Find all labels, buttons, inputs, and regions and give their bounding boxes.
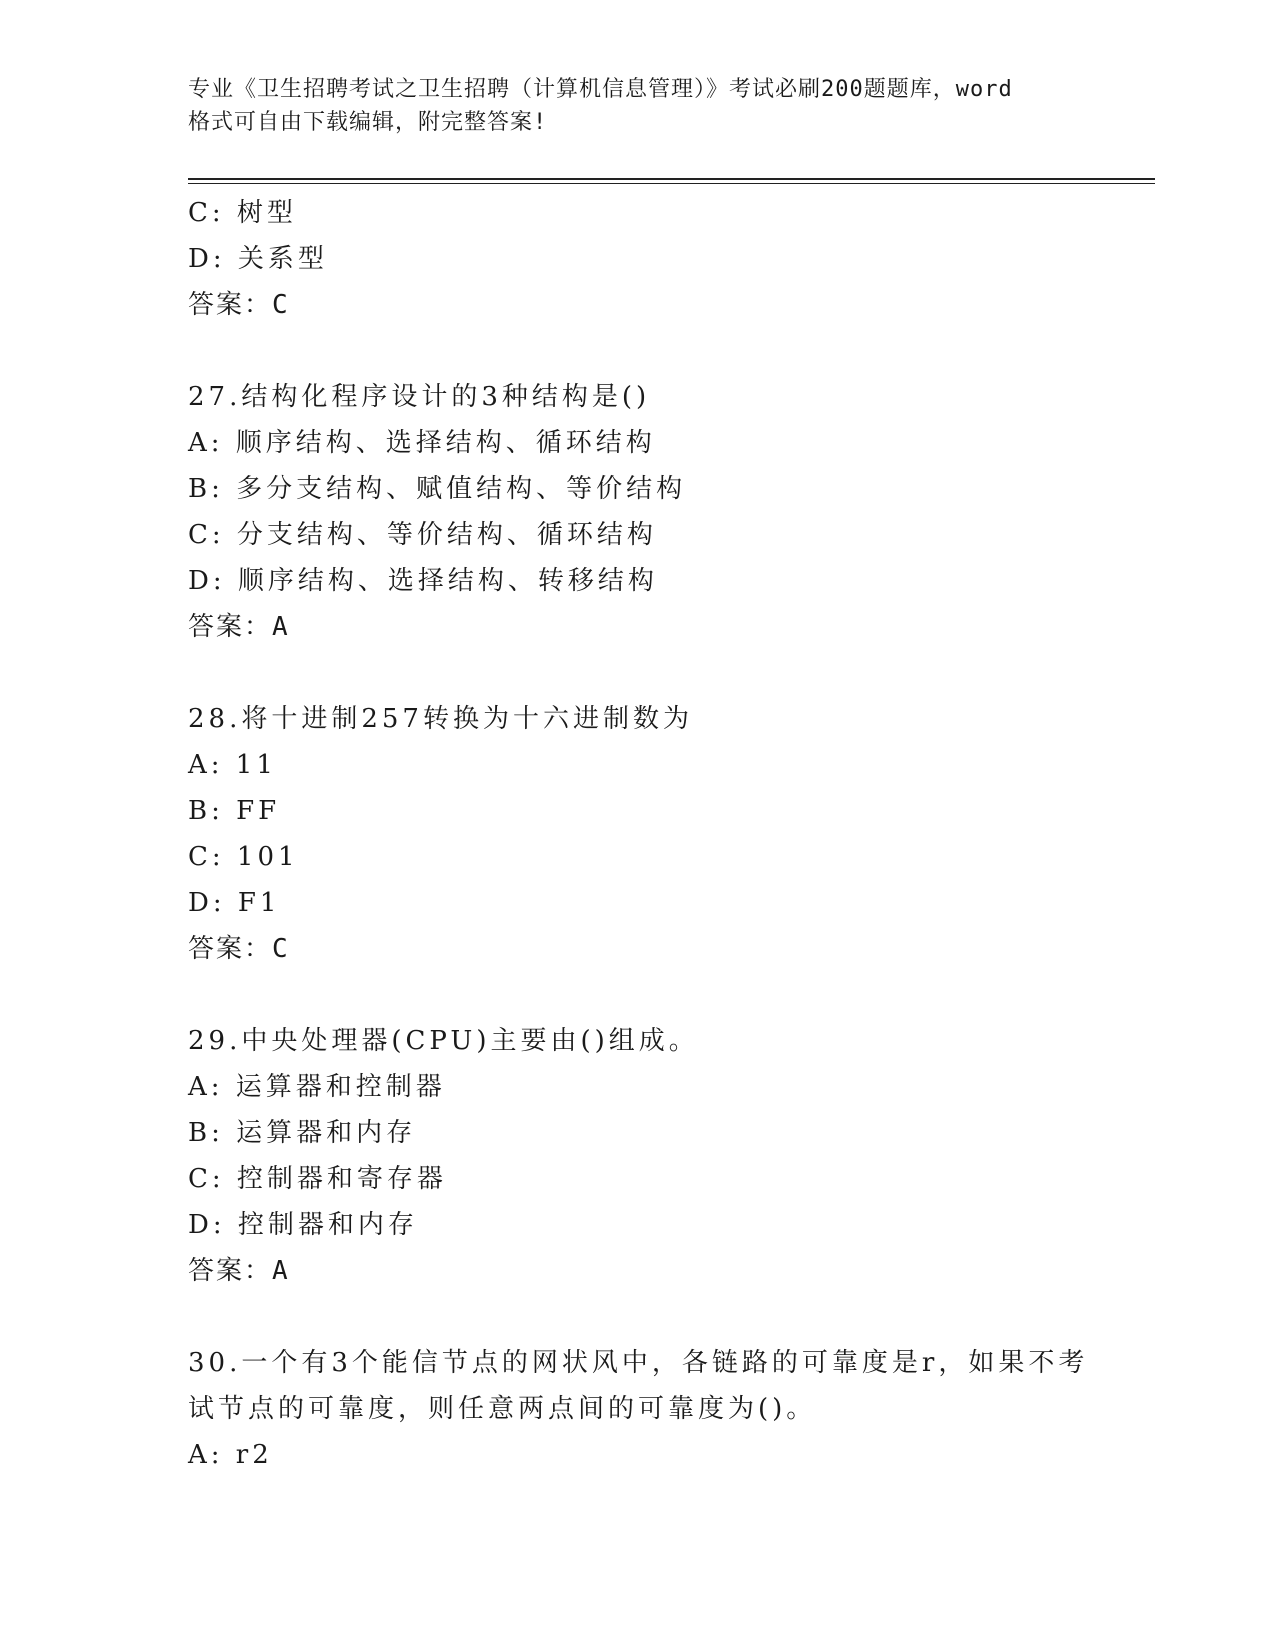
answer-line: 答案：C — [188, 290, 290, 320]
option-d: D: 顺序结构、选择结构、转移结构 — [188, 566, 658, 596]
option-a: A: r2 — [188, 1440, 273, 1470]
option-d: D: F1 — [188, 888, 281, 918]
option-c: C: 101 — [188, 842, 299, 872]
question-stem: 27.结构化程序设计的3种结构是() — [188, 382, 651, 412]
option-b: B: 运算器和内存 — [188, 1118, 417, 1148]
question-stem: 29.中央处理器(CPU)主要由()组成。 — [188, 1026, 699, 1056]
option-d: D: 控制器和内存 — [188, 1210, 418, 1240]
question-fragment — [188, 190, 1088, 328]
question-stem: 28.将十进制257转换为十六进制数为 — [188, 704, 693, 734]
question-28 — [188, 696, 1088, 972]
question-stem-line-2: 试节点的可靠度，则任意两点间的可靠度为()。 — [188, 1394, 817, 1424]
option-c: C: 控制器和寄存器 — [188, 1164, 447, 1194]
header-divider-thin — [188, 183, 1155, 184]
header-line-2: 格式可自由下载编辑，附完整答案! — [188, 110, 548, 135]
spacer — [188, 972, 1088, 1018]
option-d: D: 关系型 — [188, 244, 328, 274]
option-b: B: FF — [188, 796, 281, 826]
spacer — [188, 650, 1088, 696]
question-list — [188, 190, 1088, 1478]
header-line-1: 专业《卫生招聘考试之卫生招聘（计算机信息管理）》考试必刷200题题库，word — [188, 77, 1013, 102]
option-a: A: 运算器和控制器 — [188, 1072, 446, 1102]
answer-line: 答案：C — [188, 934, 290, 964]
spacer — [188, 1294, 1088, 1340]
option-a: A: 顺序结构、选择结构、循环结构 — [188, 428, 656, 458]
question-30 — [188, 1340, 1088, 1478]
header-divider-thick — [188, 178, 1155, 180]
option-a: A: 11 — [188, 750, 277, 780]
question-stem-line-1: 30.一个有3个能信节点的网状风中，各链路的可靠度是r，如果不考 — [188, 1348, 1089, 1378]
option-c: C: 树型 — [188, 198, 297, 228]
spacer — [188, 328, 1088, 374]
option-b: B: 多分支结构、赋值结构、等价结构 — [188, 474, 687, 504]
document-header — [188, 73, 1088, 139]
question-29 — [188, 1018, 1088, 1294]
answer-line: 答案：A — [188, 1256, 290, 1286]
question-27 — [188, 374, 1088, 650]
option-c: C: 分支结构、等价结构、循环结构 — [188, 520, 657, 550]
answer-line: 答案：A — [188, 612, 290, 642]
